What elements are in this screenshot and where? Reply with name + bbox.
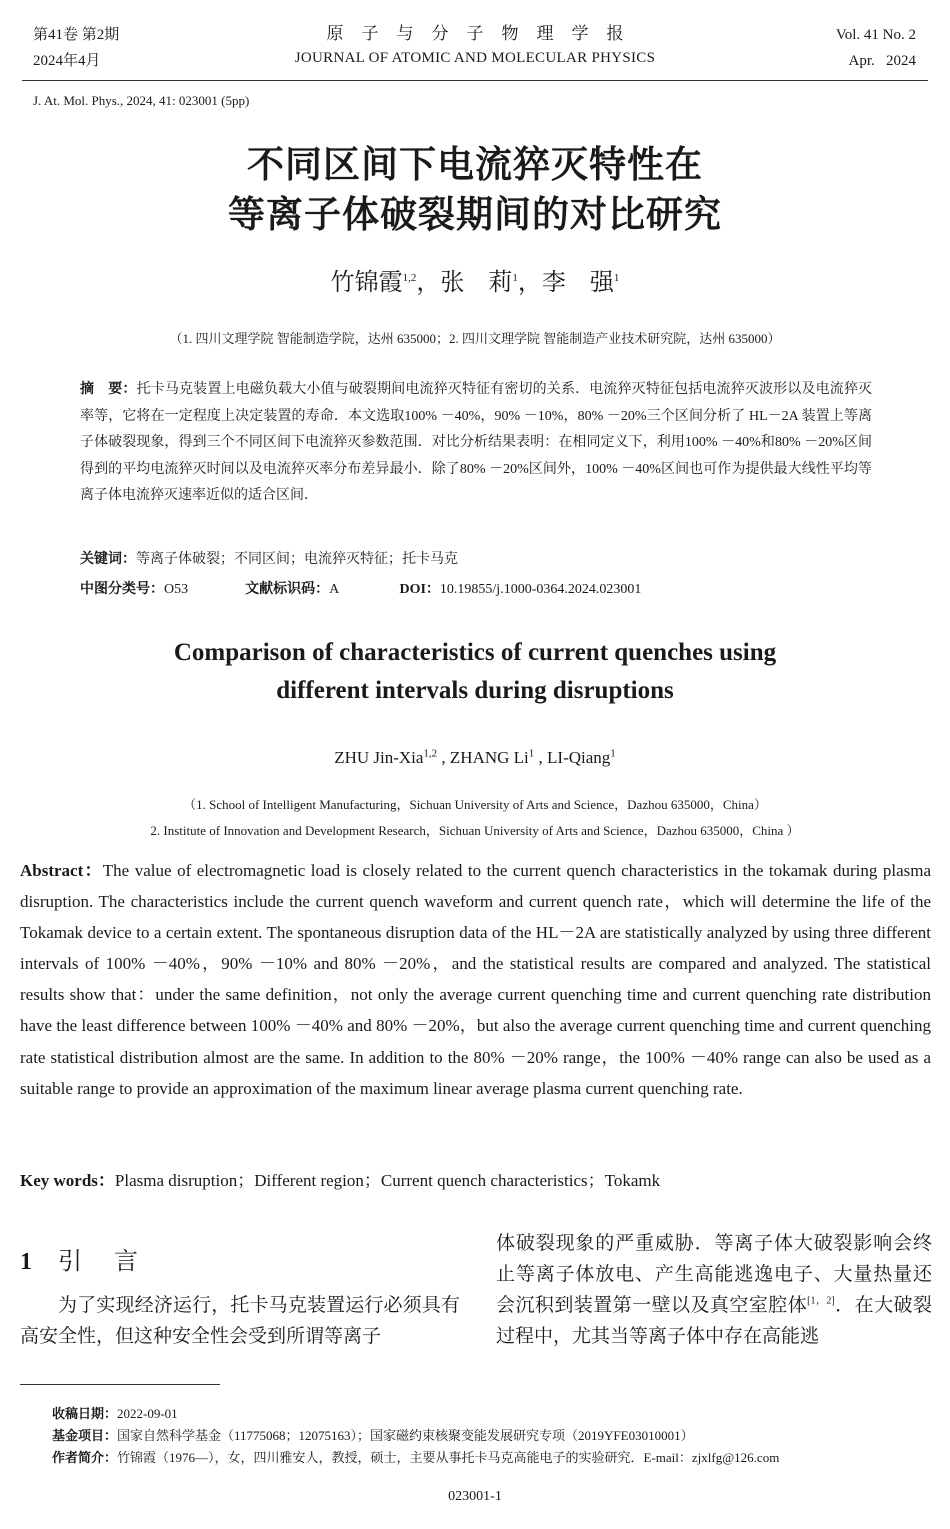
doi-label: DOI： xyxy=(399,582,440,597)
header-left xyxy=(33,22,119,74)
abstract-cn-text: 托卡马克装置上电磁负载大小值与破裂期间电流猝灭特征有密切的关系．电流猝灭特征包括电流猝灭波形以及电流猝灭率等，它将在一定程度上决定装置的寿命．本文选取100% －40%，90% －10%，80% －20%三个区间分析了 HL－2A 装置上等离子体破裂现象，得到三个不同区间下电流猝灭参数范围．对比分析结果表明：在相同定义下，利用100% －40%和80% －20%区间得到的平均电流猝灭时间以及电流猝灭率分布差异最小．除了80% －20%区间外，100% －40%区间也可作为提供最大线性平均等离子体电流猝灭速率近似的适合区间． xyxy=(80,382,873,503)
header-right xyxy=(836,22,916,74)
body-column-right xyxy=(496,1228,932,1352)
affiliation-en-line1: （1. School of Intelligent Manufacturing，Sichuan University of Arts and Science，Dazhou 635000，China） xyxy=(183,797,767,812)
author-cn-1-sup: 1,2 xyxy=(402,272,417,284)
journal-name-en: JOURNAL OF ATOMIC AND MOLECULAR PHYSICS xyxy=(294,50,656,66)
title-cn-line2: 等离子体破裂期间的对比研究 xyxy=(228,193,722,236)
keywords-cn xyxy=(80,546,872,573)
classification-line xyxy=(80,576,872,603)
date-en: Apr. 2024 xyxy=(848,53,916,69)
citation: J. At. Mol. Phys., 2024, 41: 023001 (5pp) xyxy=(33,93,250,108)
volume-en: Vol. 41 No. 2 xyxy=(835,27,916,43)
header-rule xyxy=(22,80,928,81)
doi-value[interactable]: 10.19855/j.1000-0364.2024.023001 xyxy=(439,582,642,597)
keywords-cn-label: 关键词： xyxy=(80,551,136,567)
footnote-received xyxy=(52,1403,912,1425)
clc-label: 中图分类号： xyxy=(80,581,164,597)
bio-value: 竹锦霞（1976—），女，四川雅安人，教授，硕士，主要从事托卡马克高能电子的实验研究．E-mail：zjxlfg@126.com xyxy=(117,1450,780,1465)
keywords-en xyxy=(20,1166,931,1191)
volume-cn: 第41卷 第2期 xyxy=(33,27,120,43)
author-en-1-sup: 1,2 xyxy=(423,747,438,760)
footnotes xyxy=(52,1403,912,1469)
abstract-cn-label: 摘 要： xyxy=(80,381,137,397)
author-sep: ， xyxy=(517,270,542,296)
doc-code-value: A xyxy=(329,582,339,597)
fund-label: 基金项目： xyxy=(52,1429,118,1444)
author-en-2: ZHANG Li xyxy=(449,748,529,767)
author-en-3: LI-Qiang xyxy=(547,748,611,767)
doc-code-label: 文献标识码： xyxy=(245,581,330,597)
abstract-en-text: The value of electromagnetic load is closely related to the current quench characteristics in the tokamak during plasma disruption. The characteristics include the current quench waveform and current quench rate，which will determine the life of the Tokamak device to a certain extent. The spontaneous disruption data of the HL－2A are statistically analyzed by using three different intervals of 100% －40%，90% －10% and 80% －20%，and the statistical results are compared and analyzed. The statistical results show that：under the same definition，not only the average current quenching time and current quenching rate distribution have the least difference between 100% －40% and 80% －20%，but also the average current quenching time and current quenching rate statistical distribution almost are the same. In addition to the 80% －20% range，the 100% －40% range can also be used as a suitable range to provide an approximation of the maximum linear average plasma current quenching rate. xyxy=(20,861,931,1098)
abstract-cn xyxy=(80,376,872,510)
author-en-3-sup: 1 xyxy=(610,747,616,760)
keywords-en-text: Plasma disruption；Different region；Current quench characteristics；Tokamk xyxy=(114,1171,661,1190)
title-cn-line1: 不同区间下电流猝灭特性在 xyxy=(247,143,703,186)
author-cn-2: 张 莉 xyxy=(440,270,513,296)
received-label: 收稿日期： xyxy=(52,1407,118,1422)
page-number: 023001-1 xyxy=(448,1489,502,1504)
body-column-left: 为了实现经济运行，托卡马克装置运行必须具有高安全性，但这种安全性会受到所谓等离子 xyxy=(20,1295,460,1347)
header-center xyxy=(200,22,750,70)
abstract-en xyxy=(20,855,931,1104)
section-heading xyxy=(20,1241,170,1276)
author-cn-3-sup: 1 xyxy=(613,272,620,284)
title-en-line2: different intervals during disruptions xyxy=(276,677,674,704)
title-en-line1: Comparison of characteristics of current quenches using xyxy=(173,639,777,666)
date-cn: 2024年4月 xyxy=(33,53,101,69)
footnote-bio xyxy=(52,1447,912,1469)
keywords-cn-text: 等离子体破裂；不同区间；电流猝灭特征；托卡马克 xyxy=(136,552,458,567)
author-sep: ， xyxy=(416,270,441,296)
clc-value: O53 xyxy=(164,582,189,597)
section-number: 1 xyxy=(20,1249,34,1275)
journal-name-cn: 原子与分子物理学报 xyxy=(326,24,642,43)
section-title: 引言 xyxy=(58,1247,170,1275)
title-cn xyxy=(0,140,950,240)
footnote-fund xyxy=(52,1425,912,1447)
author-cn-3: 李 强 xyxy=(541,270,614,296)
author-en-2-sup: 1 xyxy=(528,747,535,760)
fund-value: 国家自然科学基金（11775068；12075163）；国家磁约束核聚变能发展研究专项（2019YFE03010001） xyxy=(117,1428,694,1443)
author-cn-1: 竹锦霞 xyxy=(330,270,403,296)
body-right-text-b: ．在大破裂过程中，尤其当等离子体中存在高能逃 xyxy=(496,1295,932,1347)
footnote-rule xyxy=(20,1384,220,1385)
abstract-en-label: Abstract： xyxy=(20,861,103,880)
affiliation-cn: （1. 四川文理学院 智能制造学院，达州 635000；2. 四川文理学院 智能制造产业技术研究院，达州 635000） xyxy=(169,331,781,346)
author-cn-2-sup: 1 xyxy=(512,272,518,284)
author-en-1: ZHU Jin-Xia xyxy=(334,748,424,767)
authors-en: ZHU Jin-Xia$^{1,2}$ , ZHANG Li$^1$ , LI-Qiang$^1$ xyxy=(334,747,616,767)
authors-cn xyxy=(0,262,950,297)
bio-label: 作者简介： xyxy=(52,1451,118,1466)
keywords-en-label: Key words： xyxy=(20,1171,115,1190)
citation-ref[interactable]: [1，2] xyxy=(807,1295,835,1307)
received-value: 2022-09-01 xyxy=(117,1406,178,1421)
body-right-text-a: 体破裂现象的严重威胁．等离子体大破裂影响会终止等离子体放电、产生高能逃逸电子、大量热量还会沉积到装置第一壁以及真空室腔体 xyxy=(496,1233,932,1316)
affiliation-en-line2: 2. Institute of Innovation and Development Research，Sichuan University of Arts and Science，Dazhou 635000，China ） xyxy=(150,823,800,838)
title-en xyxy=(0,634,950,710)
